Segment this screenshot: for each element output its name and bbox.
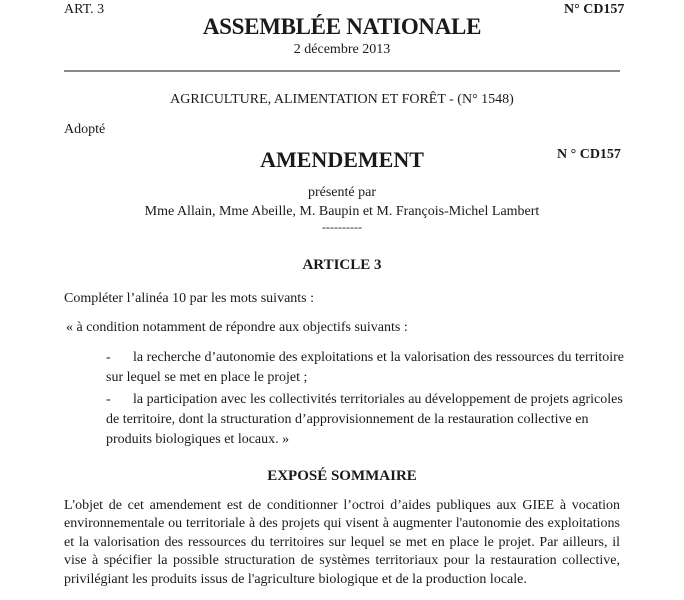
header-divider — [64, 70, 620, 72]
summary-paragraph: L'objet de cet amendement est de conditionner l’octroi d’aides publiques aux GIEE à vocation environnementale ou territoriale à des projets qui visent à augmenter l'autonomie des exploitations et la valorisation des ressources du territoires sur lequel se met en place le projet. Par ailleurs, il vise à spécifier la possible structuration de systèmes territoriaux pour la restauration collective, privilégiant les produits issus de l'agriculture biologique et de la production locale. — [64, 498, 620, 587]
bill-title: AGRICULTURE, ALIMENTATION ET FORÊT - (N° 1548) — [170, 92, 514, 107]
article-reference: ART. 3 — [64, 2, 105, 17]
list-item-text: la participation avec les collectivités territoriales au développement de projets agricoles de territoire, dont la structuration d’approvisionnement de la restauration collective en produits biologiques et locaux. » — [106, 392, 623, 447]
list-item-text: la recherche d’autonomie des exploitations et la valorisation des ressources du territoire sur lequel se met en place le projet ; — [106, 350, 624, 385]
amendment-number: N ° CD157 — [557, 147, 621, 162]
institution-title: ASSEMBLÉE NATIONALE — [202, 14, 482, 39]
list-item — [106, 390, 626, 450]
status-label: Adopté — [64, 122, 106, 137]
amendment-number-header: N° CD157 — [564, 2, 625, 17]
summary-heading: EXPOSÉ SOMMAIRE — [267, 468, 417, 484]
separator: ---------- — [322, 220, 362, 234]
presented-by-label: présenté par — [307, 185, 377, 200]
session-date: 2 décembre 2013 — [293, 42, 391, 57]
dash-bullet-icon: - — [106, 350, 111, 365]
article-heading: ARTICLE 3 — [302, 257, 382, 273]
amendment-instruction: Compléter l’alinéa 10 par les mots suivants : — [64, 291, 315, 306]
amendment-title: AMENDEMENT — [260, 147, 424, 172]
list-item — [106, 348, 626, 388]
authors-list: Mme Allain, Mme Abeille, M. Baupin et M. François-Michel Lambert — [144, 204, 540, 219]
dash-bullet-icon: - — [106, 392, 111, 407]
quote-intro: « à condition notamment de répondre aux objectifs suivants : — [66, 320, 408, 335]
